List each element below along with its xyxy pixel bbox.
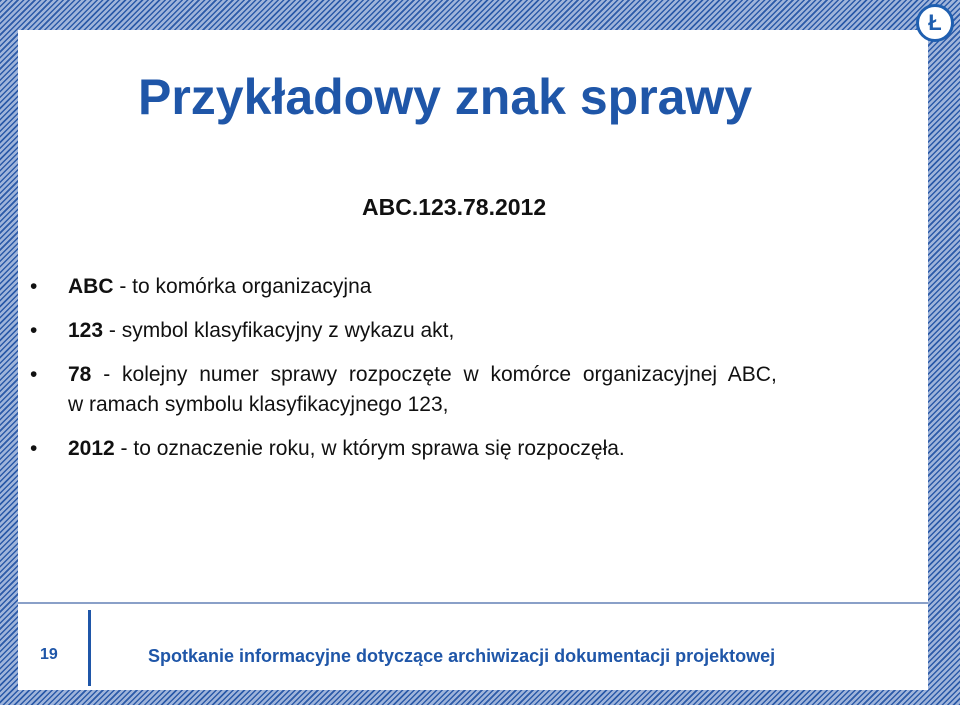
bullet-term: 123 bbox=[68, 319, 104, 342]
bullet-icon: • bbox=[30, 363, 38, 386]
bullet-term: 2012 bbox=[68, 437, 115, 460]
slide-title: Przykładowy znak sprawy bbox=[138, 69, 753, 125]
bullet-item bbox=[30, 434, 910, 464]
bullet-text: - to komórka organizacyjna bbox=[113, 275, 372, 298]
bullet-term: ABC bbox=[68, 275, 114, 298]
bullet-text: - symbol klasyfikacyjny z wykazu akt, bbox=[103, 319, 455, 342]
bullet-list bbox=[30, 272, 910, 478]
bullet-icon: • bbox=[30, 275, 38, 298]
bullet-text: - to oznaczenie roku, w którym sprawa się rozpoczęła. bbox=[114, 437, 625, 460]
bullet-item bbox=[30, 316, 910, 346]
footer-text: Spotkanie informacyjne dotyczące archiwizacji dokumentacji projektowej bbox=[148, 646, 776, 666]
page-number: 19 bbox=[40, 646, 58, 663]
footer-vertical-divider bbox=[88, 610, 91, 686]
footer-divider-line bbox=[18, 602, 928, 604]
bullet-icon: • bbox=[30, 319, 38, 342]
bullet-item bbox=[30, 360, 910, 420]
bullet-text-continued: w ramach symbolu klasyfikacyjnego 123, bbox=[68, 393, 449, 416]
logo-icon: Ł bbox=[916, 4, 954, 42]
bullet-icon: • bbox=[30, 437, 38, 460]
case-code: ABC.123.78.2012 bbox=[362, 194, 547, 220]
bullet-item bbox=[30, 272, 910, 302]
bullet-text: - kolejny numer sprawy rozpoczęte w komórce organizacyjnej ABC, bbox=[91, 363, 777, 386]
bullet-term: 78 bbox=[68, 363, 92, 386]
